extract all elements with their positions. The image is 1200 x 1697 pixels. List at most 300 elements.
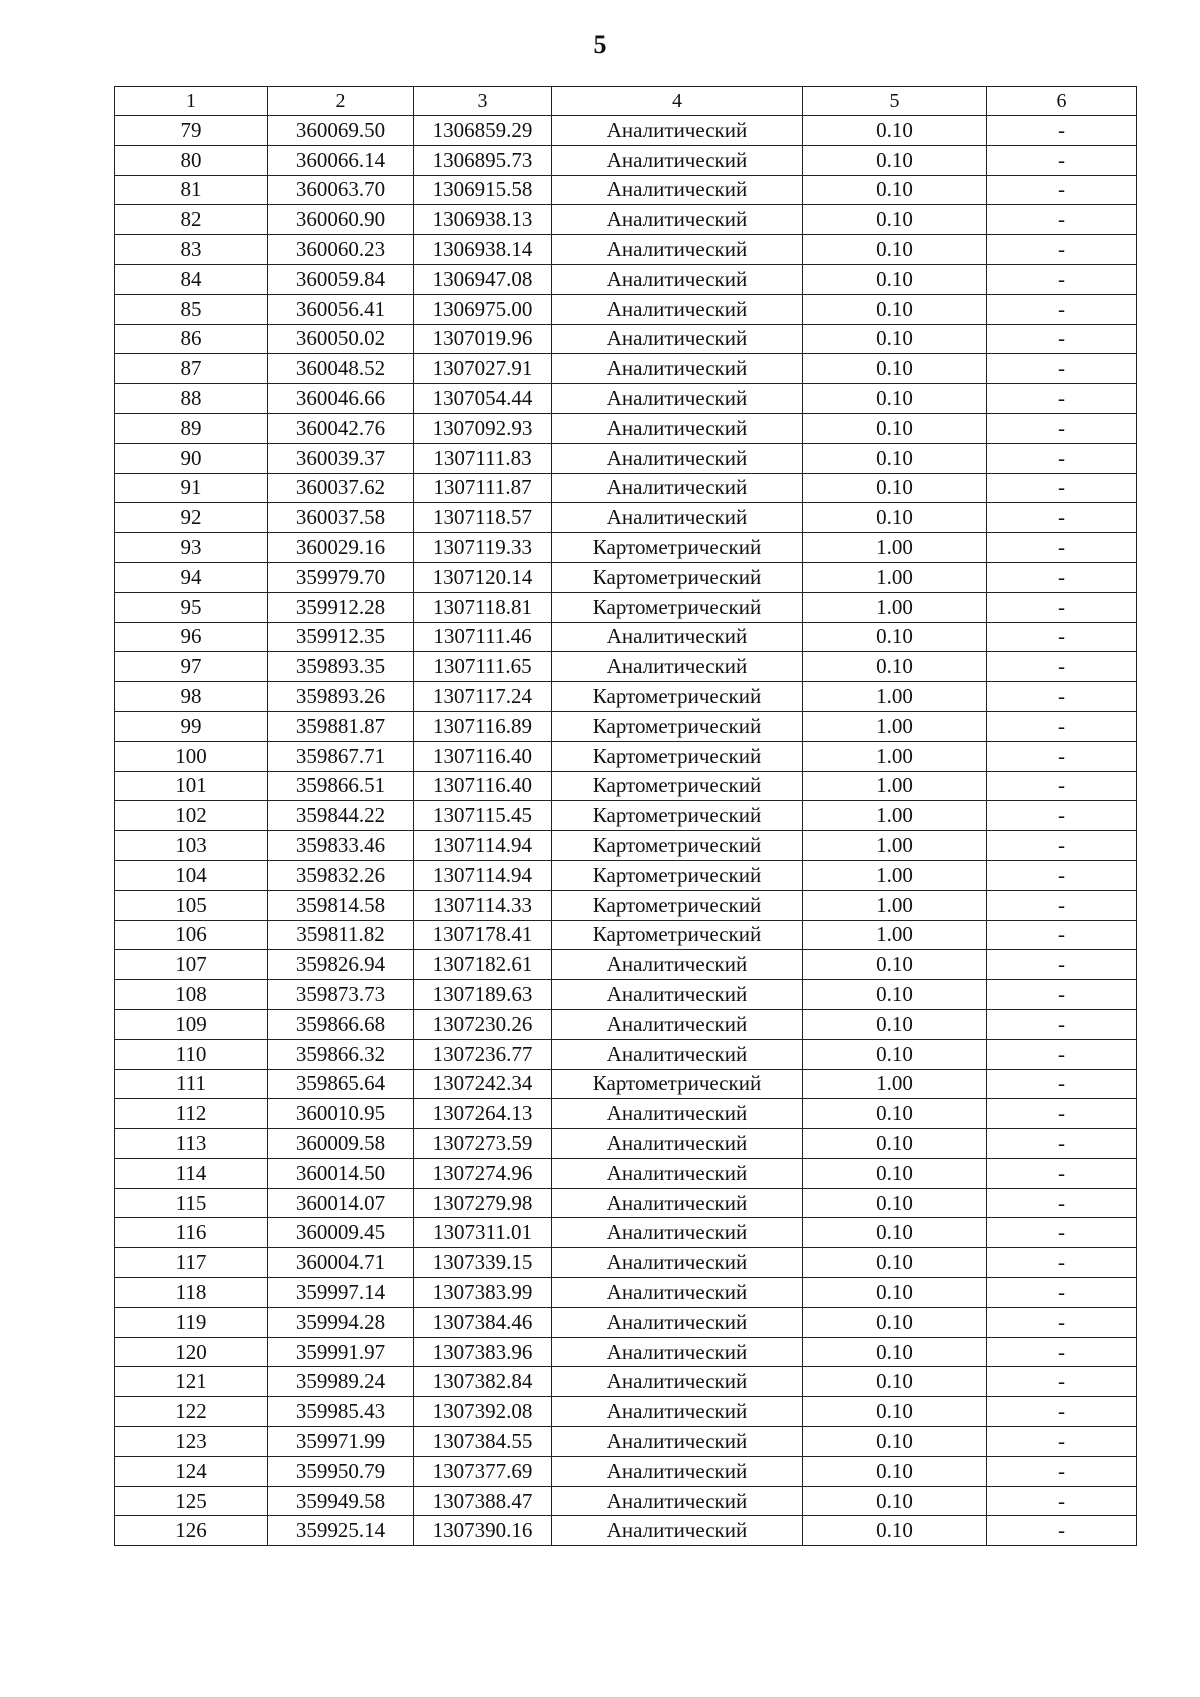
accuracy-cell: 1.00 — [803, 920, 987, 950]
extra-cell: - — [987, 1397, 1137, 1427]
table-row — [115, 1427, 1137, 1457]
method-cell: Картометрический — [552, 801, 803, 831]
x-coordinate-cell: 360037.58 — [268, 503, 414, 533]
method-cell: Аналитический — [552, 652, 803, 682]
table-row — [115, 264, 1137, 294]
extra-cell: - — [987, 890, 1137, 920]
point-number-cell: 81 — [115, 175, 268, 205]
accuracy-cell: 1.00 — [803, 533, 987, 563]
table-row — [115, 294, 1137, 324]
x-coordinate-cell: 359811.82 — [268, 920, 414, 950]
x-coordinate-cell: 359881.87 — [268, 711, 414, 741]
table-row — [115, 1158, 1137, 1188]
table-row — [115, 950, 1137, 980]
y-coordinate-cell: 1307383.99 — [414, 1278, 552, 1308]
accuracy-cell: 0.10 — [803, 294, 987, 324]
y-coordinate-cell: 1307117.24 — [414, 682, 552, 712]
method-cell: Аналитический — [552, 1516, 803, 1546]
method-cell: Аналитический — [552, 354, 803, 384]
extra-cell: - — [987, 294, 1137, 324]
accuracy-cell: 0.10 — [803, 1337, 987, 1367]
point-number-cell: 86 — [115, 324, 268, 354]
extra-cell: - — [987, 592, 1137, 622]
x-coordinate-cell: 359979.70 — [268, 562, 414, 592]
point-number-cell: 101 — [115, 771, 268, 801]
method-cell: Картометрический — [552, 682, 803, 712]
point-number-cell: 93 — [115, 533, 268, 563]
table-row — [115, 980, 1137, 1010]
extra-cell: - — [987, 860, 1137, 890]
method-cell: Аналитический — [552, 264, 803, 294]
accuracy-cell: 0.10 — [803, 503, 987, 533]
table-row — [115, 503, 1137, 533]
point-number-cell: 114 — [115, 1158, 268, 1188]
x-coordinate-cell: 360059.84 — [268, 264, 414, 294]
extra-cell: - — [987, 205, 1137, 235]
x-coordinate-cell: 359865.64 — [268, 1069, 414, 1099]
x-coordinate-cell: 359844.22 — [268, 801, 414, 831]
method-cell: Аналитический — [552, 235, 803, 265]
extra-cell: - — [987, 1367, 1137, 1397]
table-row — [115, 1188, 1137, 1218]
table-row — [115, 1367, 1137, 1397]
point-number-cell: 103 — [115, 831, 268, 861]
accuracy-cell: 1.00 — [803, 592, 987, 622]
extra-cell: - — [987, 1069, 1137, 1099]
y-coordinate-cell: 1307116.89 — [414, 711, 552, 741]
y-coordinate-cell: 1307118.81 — [414, 592, 552, 622]
point-number-cell: 125 — [115, 1486, 268, 1516]
point-number-cell: 90 — [115, 443, 268, 473]
accuracy-cell: 0.10 — [803, 116, 987, 146]
point-number-cell: 80 — [115, 145, 268, 175]
accuracy-cell: 0.10 — [803, 1248, 987, 1278]
method-cell: Аналитический — [552, 205, 803, 235]
x-coordinate-cell: 360042.76 — [268, 413, 414, 443]
extra-cell: - — [987, 1486, 1137, 1516]
table-row — [115, 1069, 1137, 1099]
y-coordinate-cell: 1306975.00 — [414, 294, 552, 324]
point-number-cell: 106 — [115, 920, 268, 950]
table-row — [115, 1397, 1137, 1427]
x-coordinate-cell: 359950.79 — [268, 1456, 414, 1486]
method-cell: Аналитический — [552, 950, 803, 980]
accuracy-cell: 0.10 — [803, 1307, 987, 1337]
table-row — [115, 771, 1137, 801]
x-coordinate-cell: 360010.95 — [268, 1099, 414, 1129]
extra-cell: - — [987, 145, 1137, 175]
point-number-cell: 100 — [115, 741, 268, 771]
table-row — [115, 1337, 1137, 1367]
extra-cell: - — [987, 771, 1137, 801]
x-coordinate-cell: 359985.43 — [268, 1397, 414, 1427]
y-coordinate-cell: 1307027.91 — [414, 354, 552, 384]
method-cell: Аналитический — [552, 324, 803, 354]
y-coordinate-cell: 1307279.98 — [414, 1188, 552, 1218]
method-cell: Картометрический — [552, 741, 803, 771]
x-coordinate-cell: 359997.14 — [268, 1278, 414, 1308]
accuracy-cell: 0.10 — [803, 1039, 987, 1069]
x-coordinate-cell: 359866.32 — [268, 1039, 414, 1069]
method-cell: Аналитический — [552, 473, 803, 503]
y-coordinate-cell: 1307189.63 — [414, 980, 552, 1010]
column-header-6: 6 — [987, 87, 1137, 116]
point-number-cell: 104 — [115, 860, 268, 890]
extra-cell: - — [987, 950, 1137, 980]
method-cell: Аналитический — [552, 145, 803, 175]
y-coordinate-cell: 1307182.61 — [414, 950, 552, 980]
y-coordinate-cell: 1307390.16 — [414, 1516, 552, 1546]
point-number-cell: 122 — [115, 1397, 268, 1427]
point-number-cell: 102 — [115, 801, 268, 831]
accuracy-cell: 0.10 — [803, 145, 987, 175]
x-coordinate-cell: 360039.37 — [268, 443, 414, 473]
method-cell: Аналитический — [552, 1218, 803, 1248]
extra-cell: - — [987, 622, 1137, 652]
extra-cell: - — [987, 652, 1137, 682]
x-coordinate-cell: 359994.28 — [268, 1307, 414, 1337]
extra-cell: - — [987, 473, 1137, 503]
extra-cell: - — [987, 980, 1137, 1010]
accuracy-cell: 0.10 — [803, 1129, 987, 1159]
method-cell: Картометрический — [552, 860, 803, 890]
extra-cell: - — [987, 116, 1137, 146]
header-row — [115, 87, 1137, 116]
y-coordinate-cell: 1307311.01 — [414, 1218, 552, 1248]
y-coordinate-cell: 1307274.96 — [414, 1158, 552, 1188]
extra-cell: - — [987, 1039, 1137, 1069]
column-header-3: 3 — [414, 87, 552, 116]
point-number-cell: 99 — [115, 711, 268, 741]
point-number-cell: 123 — [115, 1427, 268, 1457]
y-coordinate-cell: 1307264.13 — [414, 1099, 552, 1129]
extra-cell: - — [987, 741, 1137, 771]
y-coordinate-cell: 1307119.33 — [414, 533, 552, 563]
point-number-cell: 95 — [115, 592, 268, 622]
point-number-cell: 94 — [115, 562, 268, 592]
extra-cell: - — [987, 1158, 1137, 1188]
point-number-cell: 110 — [115, 1039, 268, 1069]
table-row — [115, 205, 1137, 235]
y-coordinate-cell: 1307111.65 — [414, 652, 552, 682]
method-cell: Аналитический — [552, 1158, 803, 1188]
point-number-cell: 79 — [115, 116, 268, 146]
x-coordinate-cell: 360069.50 — [268, 116, 414, 146]
point-number-cell: 111 — [115, 1069, 268, 1099]
point-number-cell: 88 — [115, 384, 268, 414]
table-row — [115, 592, 1137, 622]
method-cell: Картометрический — [552, 771, 803, 801]
y-coordinate-cell: 1306859.29 — [414, 116, 552, 146]
accuracy-cell: 1.00 — [803, 831, 987, 861]
extra-cell: - — [987, 1099, 1137, 1129]
method-cell: Аналитический — [552, 1099, 803, 1129]
extra-cell: - — [987, 920, 1137, 950]
accuracy-cell: 0.10 — [803, 473, 987, 503]
y-coordinate-cell: 1307116.40 — [414, 741, 552, 771]
column-header-2: 2 — [268, 87, 414, 116]
x-coordinate-cell: 360056.41 — [268, 294, 414, 324]
point-number-cell: 119 — [115, 1307, 268, 1337]
accuracy-cell: 1.00 — [803, 890, 987, 920]
extra-cell: - — [987, 235, 1137, 265]
point-number-cell: 105 — [115, 890, 268, 920]
y-coordinate-cell: 1306938.14 — [414, 235, 552, 265]
method-cell: Картометрический — [552, 1069, 803, 1099]
accuracy-cell: 0.10 — [803, 324, 987, 354]
method-cell: Картометрический — [552, 533, 803, 563]
method-cell: Аналитический — [552, 1427, 803, 1457]
table-row — [115, 354, 1137, 384]
x-coordinate-cell: 359867.71 — [268, 741, 414, 771]
accuracy-cell: 1.00 — [803, 771, 987, 801]
column-header-4: 4 — [552, 87, 803, 116]
method-cell: Аналитический — [552, 1188, 803, 1218]
y-coordinate-cell: 1307236.77 — [414, 1039, 552, 1069]
extra-cell: - — [987, 1188, 1137, 1218]
table-row — [115, 1218, 1137, 1248]
table-row — [115, 1129, 1137, 1159]
y-coordinate-cell: 1306938.13 — [414, 205, 552, 235]
y-coordinate-cell: 1307092.93 — [414, 413, 552, 443]
table-row — [115, 384, 1137, 414]
method-cell: Аналитический — [552, 1486, 803, 1516]
extra-cell: - — [987, 682, 1137, 712]
y-coordinate-cell: 1307242.34 — [414, 1069, 552, 1099]
extra-cell: - — [987, 801, 1137, 831]
extra-cell: - — [987, 1337, 1137, 1367]
x-coordinate-cell: 359925.14 — [268, 1516, 414, 1546]
y-coordinate-cell: 1307339.15 — [414, 1248, 552, 1278]
y-coordinate-cell: 1307111.87 — [414, 473, 552, 503]
extra-cell: - — [987, 264, 1137, 294]
table-row — [115, 116, 1137, 146]
x-coordinate-cell: 360066.14 — [268, 145, 414, 175]
table-row — [115, 1248, 1137, 1278]
point-number-cell: 84 — [115, 264, 268, 294]
x-coordinate-cell: 360004.71 — [268, 1248, 414, 1278]
y-coordinate-cell: 1307115.45 — [414, 801, 552, 831]
y-coordinate-cell: 1307114.33 — [414, 890, 552, 920]
x-coordinate-cell: 359866.68 — [268, 1009, 414, 1039]
extra-cell: - — [987, 503, 1137, 533]
point-number-cell: 85 — [115, 294, 268, 324]
y-coordinate-cell: 1307384.55 — [414, 1427, 552, 1457]
x-coordinate-cell: 360009.45 — [268, 1218, 414, 1248]
y-coordinate-cell: 1307116.40 — [414, 771, 552, 801]
y-coordinate-cell: 1307392.08 — [414, 1397, 552, 1427]
table-row — [115, 1456, 1137, 1486]
x-coordinate-cell: 359949.58 — [268, 1486, 414, 1516]
column-header-1: 1 — [115, 87, 268, 116]
x-coordinate-cell: 359893.35 — [268, 652, 414, 682]
point-number-cell: 113 — [115, 1129, 268, 1159]
x-coordinate-cell: 359814.58 — [268, 890, 414, 920]
accuracy-cell: 0.10 — [803, 443, 987, 473]
accuracy-cell: 0.10 — [803, 1397, 987, 1427]
table-header — [115, 87, 1137, 116]
x-coordinate-cell: 360060.90 — [268, 205, 414, 235]
table-row — [115, 1039, 1137, 1069]
table-row — [115, 1278, 1137, 1308]
point-number-cell: 98 — [115, 682, 268, 712]
accuracy-cell: 0.10 — [803, 205, 987, 235]
table-row — [115, 622, 1137, 652]
table-row — [115, 860, 1137, 890]
accuracy-cell: 0.10 — [803, 1516, 987, 1546]
method-cell: Аналитический — [552, 1367, 803, 1397]
y-coordinate-cell: 1307019.96 — [414, 324, 552, 354]
x-coordinate-cell: 359912.28 — [268, 592, 414, 622]
page-number: 5 — [593, 30, 607, 59]
x-coordinate-cell: 359873.73 — [268, 980, 414, 1010]
accuracy-cell: 1.00 — [803, 1069, 987, 1099]
table-row — [115, 741, 1137, 771]
accuracy-cell: 0.10 — [803, 622, 987, 652]
y-coordinate-cell: 1307111.83 — [414, 443, 552, 473]
point-number-cell: 83 — [115, 235, 268, 265]
method-cell: Аналитический — [552, 1456, 803, 1486]
column-header-5: 5 — [803, 87, 987, 116]
y-coordinate-cell: 1307054.44 — [414, 384, 552, 414]
extra-cell: - — [987, 831, 1137, 861]
method-cell: Аналитический — [552, 443, 803, 473]
x-coordinate-cell: 360029.16 — [268, 533, 414, 563]
accuracy-cell: 0.10 — [803, 1367, 987, 1397]
y-coordinate-cell: 1307273.59 — [414, 1129, 552, 1159]
table-row — [115, 1099, 1137, 1129]
extra-cell: - — [987, 1248, 1137, 1278]
extra-cell: - — [987, 324, 1137, 354]
method-cell: Картометрический — [552, 920, 803, 950]
method-cell: Аналитический — [552, 503, 803, 533]
y-coordinate-cell: 1307377.69 — [414, 1456, 552, 1486]
table-row — [115, 175, 1137, 205]
y-coordinate-cell: 1307388.47 — [414, 1486, 552, 1516]
x-coordinate-cell: 360009.58 — [268, 1129, 414, 1159]
x-coordinate-cell: 359912.35 — [268, 622, 414, 652]
table-row — [115, 1307, 1137, 1337]
x-coordinate-cell: 359866.51 — [268, 771, 414, 801]
method-cell: Картометрический — [552, 890, 803, 920]
coordinates-table — [114, 86, 1137, 1546]
accuracy-cell: 0.10 — [803, 980, 987, 1010]
y-coordinate-cell: 1307120.14 — [414, 562, 552, 592]
accuracy-cell: 0.10 — [803, 652, 987, 682]
accuracy-cell: 0.10 — [803, 1099, 987, 1129]
x-coordinate-cell: 359971.99 — [268, 1427, 414, 1457]
table-row — [115, 235, 1137, 265]
table-row — [115, 831, 1137, 861]
method-cell: Картометрический — [552, 711, 803, 741]
method-cell: Аналитический — [552, 413, 803, 443]
extra-cell: - — [987, 413, 1137, 443]
point-number-cell: 107 — [115, 950, 268, 980]
x-coordinate-cell: 360037.62 — [268, 473, 414, 503]
y-coordinate-cell: 1307114.94 — [414, 860, 552, 890]
x-coordinate-cell: 359989.24 — [268, 1367, 414, 1397]
extra-cell: - — [987, 354, 1137, 384]
y-coordinate-cell: 1307111.46 — [414, 622, 552, 652]
point-number-cell: 117 — [115, 1248, 268, 1278]
method-cell: Аналитический — [552, 175, 803, 205]
extra-cell: - — [987, 443, 1137, 473]
table-body — [115, 116, 1137, 1546]
point-number-cell: 91 — [115, 473, 268, 503]
table-row — [115, 324, 1137, 354]
y-coordinate-cell: 1307114.94 — [414, 831, 552, 861]
point-number-cell: 92 — [115, 503, 268, 533]
extra-cell: - — [987, 562, 1137, 592]
y-coordinate-cell: 1306947.08 — [414, 264, 552, 294]
accuracy-cell: 1.00 — [803, 682, 987, 712]
x-coordinate-cell: 360048.52 — [268, 354, 414, 384]
accuracy-cell: 0.10 — [803, 1188, 987, 1218]
method-cell: Картометрический — [552, 831, 803, 861]
accuracy-cell: 0.10 — [803, 1158, 987, 1188]
accuracy-cell: 0.10 — [803, 384, 987, 414]
method-cell: Аналитический — [552, 980, 803, 1010]
method-cell: Аналитический — [552, 1129, 803, 1159]
accuracy-cell: 0.10 — [803, 1427, 987, 1457]
method-cell: Картометрический — [552, 562, 803, 592]
table-row — [115, 920, 1137, 950]
x-coordinate-cell: 360063.70 — [268, 175, 414, 205]
point-number-cell: 82 — [115, 205, 268, 235]
table-row — [115, 1486, 1137, 1516]
accuracy-cell: 0.10 — [803, 1218, 987, 1248]
extra-cell: - — [987, 1427, 1137, 1457]
method-cell: Аналитический — [552, 116, 803, 146]
extra-cell: - — [987, 711, 1137, 741]
y-coordinate-cell: 1307230.26 — [414, 1009, 552, 1039]
accuracy-cell: 1.00 — [803, 711, 987, 741]
accuracy-cell: 1.00 — [803, 562, 987, 592]
extra-cell: - — [987, 1516, 1137, 1546]
table-row — [115, 413, 1137, 443]
extra-cell: - — [987, 384, 1137, 414]
method-cell: Аналитический — [552, 1248, 803, 1278]
table-row — [115, 443, 1137, 473]
accuracy-cell: 0.10 — [803, 1486, 987, 1516]
method-cell: Аналитический — [552, 1337, 803, 1367]
accuracy-cell: 0.10 — [803, 354, 987, 384]
y-coordinate-cell: 1307382.84 — [414, 1367, 552, 1397]
table-row — [115, 711, 1137, 741]
table-row — [115, 652, 1137, 682]
table-row — [115, 1516, 1137, 1546]
accuracy-cell: 0.10 — [803, 413, 987, 443]
point-number-cell: 112 — [115, 1099, 268, 1129]
y-coordinate-cell: 1307178.41 — [414, 920, 552, 950]
extra-cell: - — [987, 533, 1137, 563]
table-row — [115, 890, 1137, 920]
accuracy-cell: 1.00 — [803, 741, 987, 771]
y-coordinate-cell: 1307383.96 — [414, 1337, 552, 1367]
x-coordinate-cell: 359826.94 — [268, 950, 414, 980]
table-row — [115, 473, 1137, 503]
accuracy-cell: 0.10 — [803, 1456, 987, 1486]
method-cell: Аналитический — [552, 1009, 803, 1039]
x-coordinate-cell: 359991.97 — [268, 1337, 414, 1367]
point-number-cell: 121 — [115, 1367, 268, 1397]
extra-cell: - — [987, 1218, 1137, 1248]
x-coordinate-cell: 360014.50 — [268, 1158, 414, 1188]
table-row — [115, 1009, 1137, 1039]
y-coordinate-cell: 1307118.57 — [414, 503, 552, 533]
x-coordinate-cell: 360014.07 — [268, 1188, 414, 1218]
method-cell: Аналитический — [552, 1307, 803, 1337]
